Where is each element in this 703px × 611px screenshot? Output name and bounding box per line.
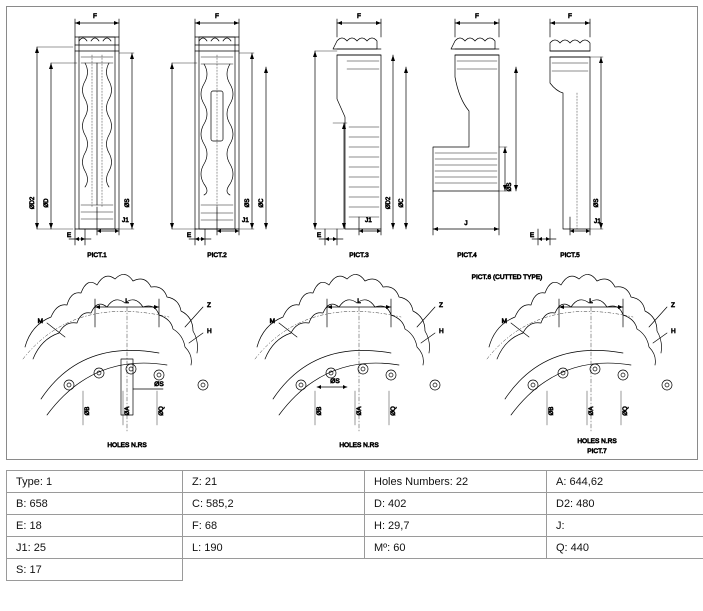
svg-text:M: M xyxy=(37,318,43,325)
spec-cell-holes-numbers: Holes Numbers: 22 xyxy=(365,471,547,493)
svg-text:ØS: ØS xyxy=(507,182,513,192)
svg-text:ØQ: ØQ xyxy=(623,406,629,416)
svg-text:ØD2: ØD2 xyxy=(386,196,392,210)
plan-view-2 xyxy=(255,274,444,449)
svg-text:ØB: ØB xyxy=(85,406,91,416)
svg-text:ØA: ØA xyxy=(589,406,595,416)
svg-text:ØQ: ØQ xyxy=(159,406,165,416)
svg-text:M: M xyxy=(501,318,507,325)
svg-text:ØB: ØB xyxy=(317,406,323,416)
svg-text:L: L xyxy=(589,298,593,305)
svg-text:E: E xyxy=(529,232,535,239)
spec-cell-empty-1 xyxy=(183,559,365,581)
pict2-section xyxy=(170,13,268,259)
pict5-caption: PICT.5 xyxy=(560,252,580,259)
svg-text:ØQ: ØQ xyxy=(391,406,397,416)
svg-text:ØD: ØD xyxy=(44,198,50,208)
svg-text:E: E xyxy=(186,232,192,239)
svg-text:ØS: ØS xyxy=(594,198,600,208)
spec-cell-s: S: 17 xyxy=(7,559,183,581)
svg-text:J1: J1 xyxy=(365,217,372,224)
svg-text:E: E xyxy=(316,232,322,239)
svg-text:ØD2: ØD2 xyxy=(30,196,36,210)
svg-text:ØS: ØS xyxy=(125,198,131,208)
pict1-section xyxy=(30,13,134,259)
svg-text:ØS: ØS xyxy=(154,381,164,388)
svg-text:F: F xyxy=(568,13,572,20)
svg-text:F: F xyxy=(357,13,361,20)
plan2-holes-note: HOLES N.RS xyxy=(339,442,379,449)
svg-text:ØA: ØA xyxy=(357,406,363,416)
svg-text:F: F xyxy=(475,13,479,20)
svg-text:L: L xyxy=(125,298,129,305)
svg-text:M: M xyxy=(269,318,275,325)
svg-text:Z: Z xyxy=(671,302,675,309)
svg-text:Z: Z xyxy=(439,302,443,309)
svg-text:H: H xyxy=(207,328,212,335)
table-row xyxy=(7,559,703,581)
svg-text:ØS: ØS xyxy=(245,198,251,208)
pict4-caption: PICT.4 xyxy=(457,252,477,259)
pict3-caption: PICT.3 xyxy=(349,252,369,259)
pict4-section xyxy=(433,13,518,259)
svg-text:F: F xyxy=(93,13,97,20)
spec-cell-b: B: 658 xyxy=(7,493,183,515)
spec-cell-j: J: xyxy=(547,515,703,537)
pict5-section xyxy=(530,13,603,259)
svg-text:ØA: ØA xyxy=(125,406,131,416)
table-row xyxy=(7,537,703,559)
spec-cell-f: F: 68 xyxy=(183,515,365,537)
spec-cell-empty-2 xyxy=(365,559,547,581)
table-row xyxy=(7,471,703,493)
svg-text:H: H xyxy=(671,328,676,335)
svg-text:ØC: ØC xyxy=(259,198,265,208)
spec-cell-q: Q: 440 xyxy=(547,537,703,559)
spec-cell-z: Z: 21 xyxy=(183,471,365,493)
spec-table xyxy=(6,470,703,581)
spec-cell-h: H: 29,7 xyxy=(365,515,547,537)
table-row xyxy=(7,515,703,537)
spec-cell-a: A: 644,62 xyxy=(547,471,703,493)
svg-text:H: H xyxy=(439,328,444,335)
plan3-holes-note: HOLES N.RS xyxy=(577,438,617,445)
spec-cell-empty-3 xyxy=(547,559,703,581)
spec-cell-type: Type: 1 xyxy=(7,471,183,493)
pict1-caption: PICT.1 xyxy=(87,252,107,259)
pict2-caption: PICT.2 xyxy=(207,252,227,259)
pict3-section xyxy=(313,13,408,259)
plan1-holes-note: HOLES N.RS xyxy=(107,442,147,449)
table-row xyxy=(7,493,703,515)
svg-text:ØB: ØB xyxy=(549,406,555,416)
spec-cell-c: C: 585,2 xyxy=(183,493,365,515)
spec-cell-e: E: 18 xyxy=(7,515,183,537)
svg-text:Z: Z xyxy=(207,302,211,309)
spec-cell-l: L: 190 xyxy=(183,537,365,559)
svg-text:ØC: ØC xyxy=(399,198,405,208)
spec-cell-j1: J1: 25 xyxy=(7,537,183,559)
svg-text:L: L xyxy=(357,298,361,305)
drawing-svg xyxy=(7,7,695,457)
svg-text:J1: J1 xyxy=(594,218,601,225)
svg-text:E: E xyxy=(66,232,72,239)
technical-drawing-panel xyxy=(6,6,698,460)
spec-table-wrap xyxy=(6,470,696,581)
svg-text:J1: J1 xyxy=(242,217,249,224)
pict7-caption: PICT.7 xyxy=(587,448,607,455)
svg-text:J: J xyxy=(464,220,468,227)
spec-cell-m: Mº: 60 xyxy=(365,537,547,559)
spec-cell-d2: D2: 480 xyxy=(547,493,703,515)
svg-text:J1: J1 xyxy=(122,217,129,224)
svg-text:F: F xyxy=(215,13,219,20)
plan-view-1 xyxy=(23,274,212,449)
spec-cell-d: D: 402 xyxy=(365,493,547,515)
pict6-caption: PICT.6 (CUTTED TYPE) xyxy=(471,274,543,281)
plan-view-3 xyxy=(487,274,676,455)
svg-text:ØS: ØS xyxy=(330,378,340,385)
